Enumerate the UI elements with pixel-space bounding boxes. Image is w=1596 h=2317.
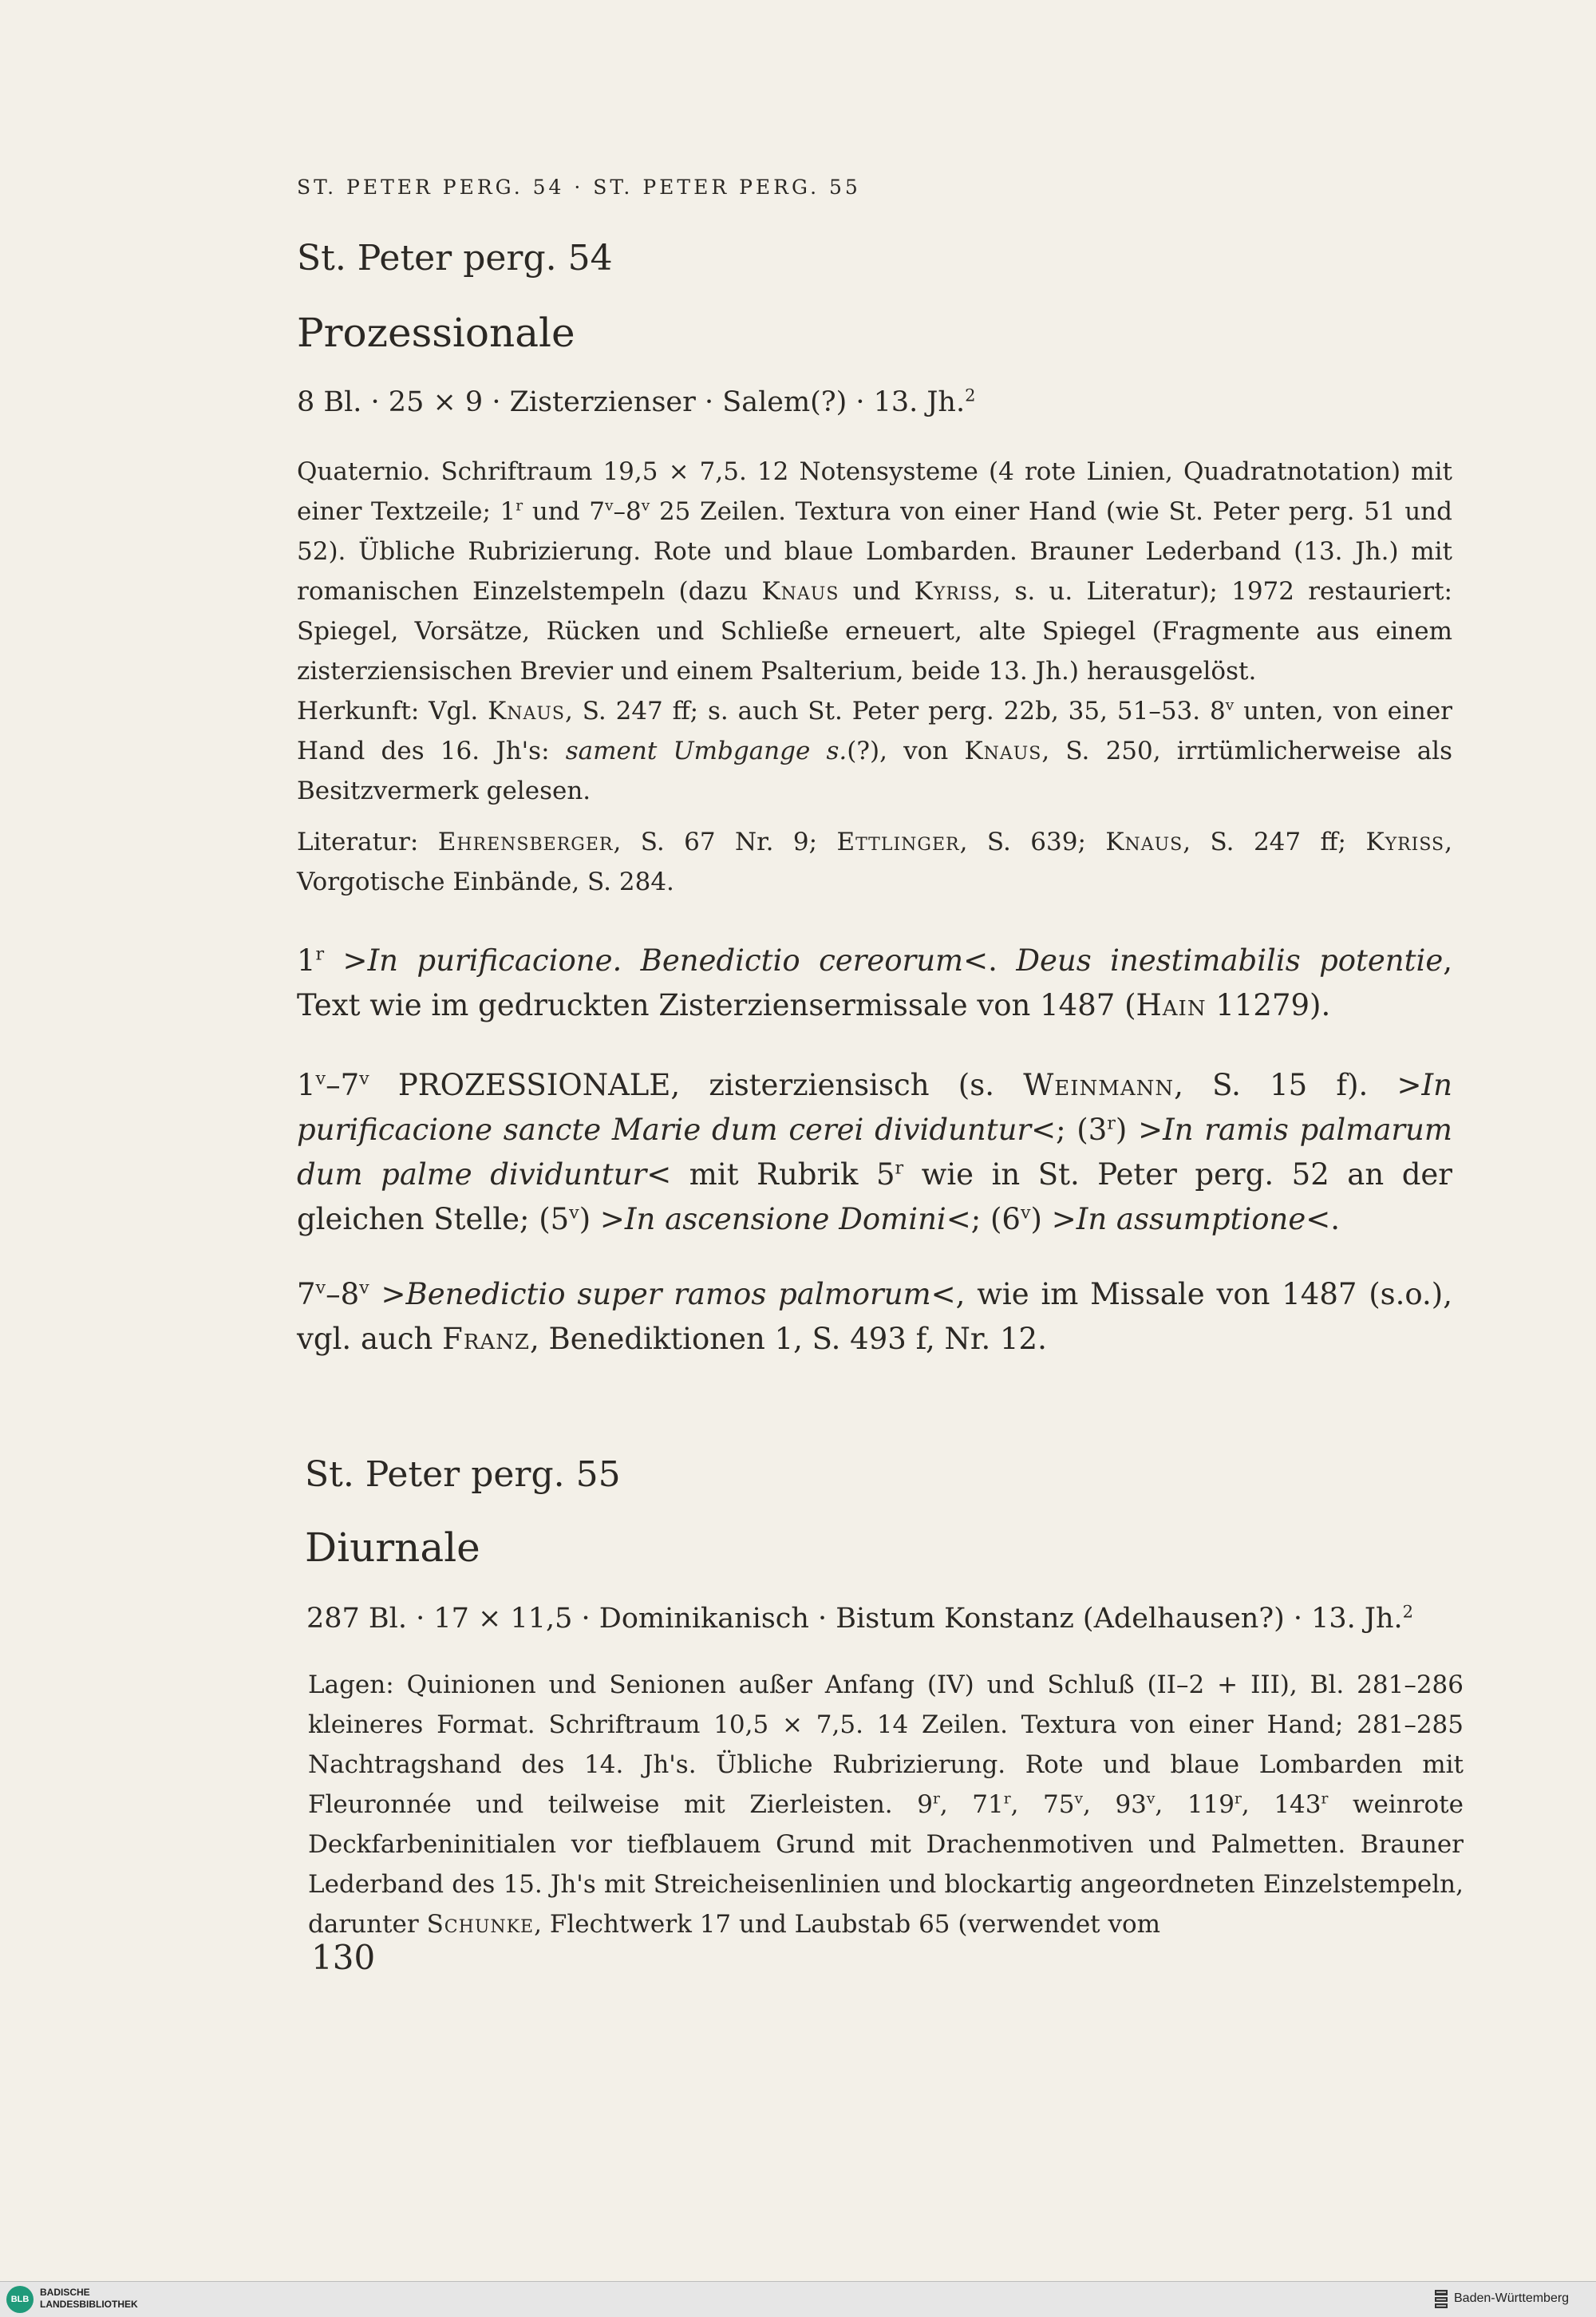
description-54 bbox=[297, 452, 1452, 691]
text: 1 bbox=[297, 1068, 316, 1102]
text: Herkunft: Vgl. bbox=[297, 697, 488, 726]
folio-sup: v bbox=[1146, 1790, 1156, 1808]
text: , Vorgotische Einbände, S. 284. bbox=[297, 828, 1452, 896]
text: weinrote Deckfarbeninitialen vor tiefblauem Grund mit Drachenmotiven und Palmetten. Brauner Lederband des 15. Jh's mit Streicheisenlinien und blockartig angeordneten Einzelstempeln, darunter bbox=[308, 1790, 1464, 1939]
folio-sup: v bbox=[1074, 1790, 1084, 1808]
quoted-text: Deus inestimabilis potentie bbox=[1016, 943, 1444, 978]
quoted-text: In purificacione sancte Marie dum cerei dividuntur bbox=[297, 1068, 1452, 1147]
text: wie in St. Peter perg. 52 an der gleichen Stelle; (5 bbox=[297, 1157, 1452, 1236]
title-55: Diurnale bbox=[305, 1524, 480, 1571]
text: > bbox=[324, 943, 368, 978]
text: <. bbox=[963, 943, 1017, 978]
description-55 bbox=[308, 1665, 1464, 1944]
author-name: Kyriss bbox=[1365, 828, 1445, 856]
text: <; (3 bbox=[1031, 1113, 1108, 1147]
text: < mit Rubrik 5 bbox=[646, 1157, 895, 1192]
quoted-text: In ascensione Domini bbox=[624, 1202, 946, 1236]
folio-sup: v bbox=[359, 1277, 369, 1299]
text: –7 bbox=[326, 1068, 360, 1102]
signature-54: St. Peter perg. 54 bbox=[297, 238, 613, 279]
quoted-text: sament Umbgange s. bbox=[565, 737, 847, 765]
text: , 143 bbox=[1241, 1790, 1321, 1819]
library-name[interactable] bbox=[40, 2287, 138, 2311]
content-entry-7v-8v bbox=[297, 1272, 1452, 1362]
folio-sup: v bbox=[1020, 1202, 1031, 1224]
meta-55 bbox=[306, 1603, 1413, 1635]
text: , S. 67 Nr. 9; bbox=[613, 828, 837, 856]
text: , S. 639; bbox=[959, 828, 1106, 856]
quoted-text: In purificacione. Benedictio cereorum bbox=[367, 943, 964, 978]
author-name: Ehrensberger bbox=[437, 828, 614, 856]
text: Literatur: bbox=[297, 828, 438, 856]
folio-sup: r bbox=[1003, 1790, 1011, 1808]
text: 1 bbox=[297, 943, 316, 978]
text: , Flechtwerk 17 und Laubstab 65 (verwendet vom bbox=[534, 1910, 1161, 1939]
meta-54 bbox=[297, 386, 975, 418]
author-name: Knaus bbox=[761, 577, 839, 606]
text: , 93 bbox=[1083, 1790, 1147, 1819]
text: 11279). bbox=[1206, 988, 1331, 1022]
folio-sup: v bbox=[569, 1202, 579, 1224]
folio-sup: r bbox=[932, 1790, 940, 1808]
text: <, wie im Missale von 1487 (s.o.), vgl. auch bbox=[297, 1277, 1452, 1356]
text: (?), von bbox=[847, 737, 965, 765]
text: , S. 247 ff; s. auch St. Peter perg. 22b, 35, 51–53. 8 bbox=[564, 697, 1226, 726]
content-entry-1r bbox=[297, 939, 1452, 1028]
text: , S. 250, irrtümlicherweise als Besitzvermerk gelesen. bbox=[297, 737, 1452, 805]
meta-55-sup: 2 bbox=[1402, 1602, 1413, 1622]
quoted-text: Benedictio super ramos palmorum bbox=[405, 1277, 931, 1311]
text: 25 Zeilen. Textura von einer Hand (wie St. Peter perg. 51 und 52). Übliche Rubrizierung. Rote und blaue Lombarden. Brauner Lederband (13. Jh.) mit romanischen Einzelstempeln (dazu bbox=[297, 497, 1452, 606]
text: unten, von einer Hand des 16. Jh's: bbox=[297, 697, 1452, 765]
folio-sup: r bbox=[895, 1157, 904, 1179]
text: , Benediktionen 1, S. 493 f, Nr. 12. bbox=[530, 1322, 1047, 1356]
text: <; (6 bbox=[946, 1202, 1021, 1236]
text: 7 bbox=[297, 1277, 316, 1311]
text: , Text wie im gedruckten Zisterziensermissale von 1487 ( bbox=[297, 943, 1453, 1022]
quoted-text: In assumptione bbox=[1076, 1202, 1306, 1236]
author-name: Kyriss bbox=[914, 577, 994, 606]
author-name: Schunke bbox=[426, 1910, 535, 1939]
page-number: 130 bbox=[311, 1938, 376, 1977]
text: PROZESSIONALE, zisterziensisch (s. bbox=[369, 1068, 1024, 1102]
meta-55-text: 287 Bl. · 17 × 11,5 · Dominikanisch · Bistum Konstanz (Adelhausen?) · 13. Jh. bbox=[306, 1603, 1403, 1635]
author-name: Knaus bbox=[964, 737, 1042, 765]
viewer-footer bbox=[0, 2281, 1596, 2317]
folio-sup: v bbox=[605, 497, 614, 515]
meta-54-text: 8 Bl. · 25 × 9 · Zisterzienser · Salem(?) · 13. Jh. bbox=[297, 386, 966, 418]
library-name-line2: LANDESBIBLIOTHEK bbox=[40, 2299, 138, 2310]
state-coat-of-arms-icon bbox=[1433, 2289, 1449, 2310]
text: ) > bbox=[1030, 1202, 1077, 1236]
folio-sup: r bbox=[516, 497, 523, 515]
quoted-text: In ramis palmarum dum palme dividuntur bbox=[297, 1113, 1452, 1192]
text: , s. u. Literatur); 1972 restauriert: Spiegel, Vorsätze, Rücken und Schließe erneuert, alte Spiegel (Fragmente aus einem zisterziensischen Brevier und einem Psalterium, beide 13. Jh.) herausgelöst. bbox=[297, 577, 1453, 686]
text: , 71 bbox=[939, 1790, 1004, 1819]
library-name-line1: BADISCHE bbox=[40, 2287, 90, 2298]
text: ) > bbox=[1115, 1113, 1163, 1147]
author-name: Knaus bbox=[488, 697, 565, 726]
folio-sup: v bbox=[359, 1068, 369, 1089]
folio-sup: r bbox=[315, 943, 325, 965]
text: <. bbox=[1306, 1202, 1341, 1236]
signature-55: St. Peter perg. 55 bbox=[305, 1454, 621, 1495]
running-head: ST. PETER PERG. 54 · ST. PETER PERG. 55 bbox=[297, 176, 861, 199]
text: , S. 247 ff; bbox=[1183, 828, 1366, 856]
folio-sup: v bbox=[315, 1277, 326, 1299]
meta-54-sup: 2 bbox=[965, 386, 976, 405]
folio-sup: v bbox=[641, 497, 650, 515]
author-name: Hain bbox=[1136, 988, 1207, 1022]
title-54: Prozessionale bbox=[297, 310, 575, 356]
provenance-54 bbox=[297, 691, 1452, 811]
text: und bbox=[839, 577, 915, 606]
blb-logo-icon[interactable]: BLB bbox=[6, 2286, 34, 2313]
author-name: Franz bbox=[442, 1322, 530, 1356]
text: –8 bbox=[326, 1277, 360, 1311]
text: Quaternio. Schriftraum 19,5 × 7,5. 12 Notensysteme (4 rote Linien, Quadratnotation) mit einer Textzeile; 1 bbox=[297, 457, 1452, 526]
text: Lagen: Quinionen und Senionen außer Anfang (IV) und Schluß (II–2 + III), Bl. 281–286 kleineres Format. Schriftraum 10,5 × 7,5. 14 Zeilen. Textura von einer Hand; 281–285 Nachtragshand des 14. Jh's. Übliche Rubrizierung. Rote und blaue Lombarden mit Fleuronnée und teilweise mit Zierleisten. 9 bbox=[308, 1671, 1464, 1819]
text: > bbox=[369, 1277, 406, 1311]
author-name: Knaus bbox=[1105, 828, 1183, 856]
folio-sup: v bbox=[1225, 697, 1235, 714]
folio-sup: r bbox=[1321, 1790, 1329, 1808]
author-name: Ettlinger bbox=[836, 828, 960, 856]
text: und 7 bbox=[523, 497, 606, 526]
folio-sup: r bbox=[1107, 1113, 1116, 1134]
content-entry-1v-7v bbox=[297, 1063, 1452, 1242]
text: , S. 15 f). > bbox=[1174, 1068, 1422, 1102]
state-label[interactable]: Baden-Württemberg bbox=[1454, 2291, 1570, 2305]
text: –8 bbox=[613, 497, 642, 526]
literature-54 bbox=[297, 822, 1452, 902]
folio-sup: v bbox=[315, 1068, 326, 1089]
text: , 75 bbox=[1010, 1790, 1075, 1819]
text: ) > bbox=[579, 1202, 625, 1236]
author-name: Weinmann bbox=[1023, 1068, 1175, 1102]
folio-sup: r bbox=[1235, 1790, 1242, 1808]
text: , 119 bbox=[1155, 1790, 1235, 1819]
